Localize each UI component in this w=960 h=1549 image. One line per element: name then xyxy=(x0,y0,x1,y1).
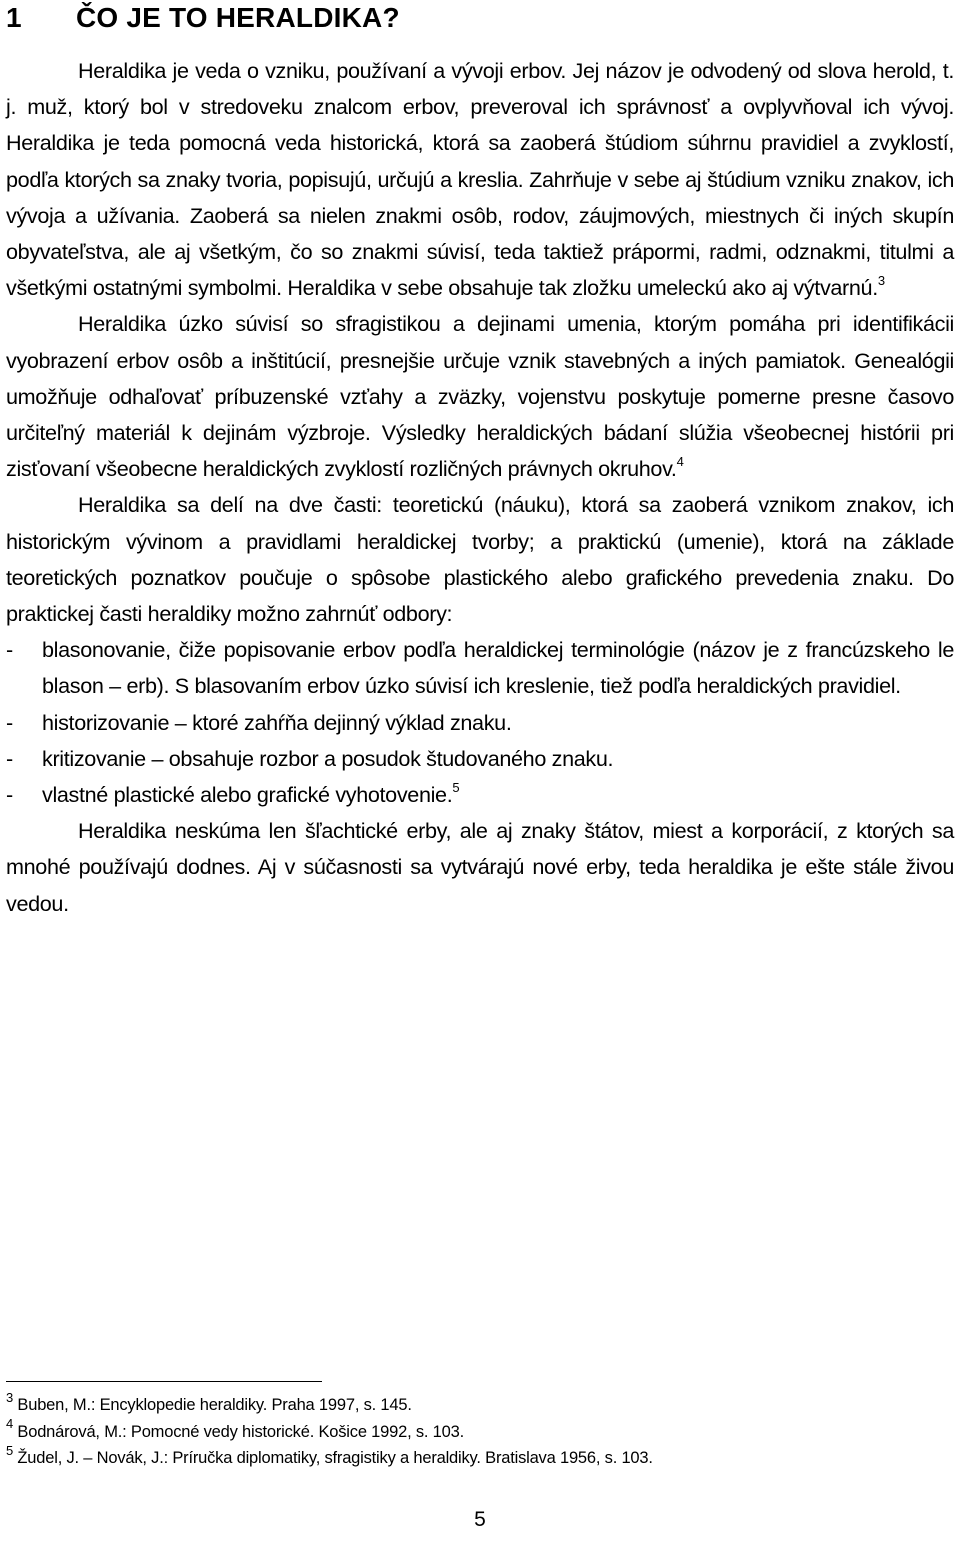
list-dash: - xyxy=(6,782,13,808)
footnote xyxy=(6,1416,954,1446)
list-item xyxy=(6,632,954,704)
list-item-text: vlastné plastické alebo grafické vyhotovenie. xyxy=(42,782,453,808)
footnote-ref: 5 xyxy=(452,779,460,795)
paragraph-definition xyxy=(6,53,954,306)
list-item-text: historizovanie – ktoré zahŕňa dejinný výklad znaku. xyxy=(42,709,512,735)
paragraph-text: Heraldika je veda o vzniku, používaní a vývoji erbov. Jej názov je odvodený od slova herold, t. j. muž, ktorý bol v stredoveku znalcom erbov, preveroval ich správnosť a ovplyvňoval ich vývoj. Heraldika je teda pomocná veda historická, ktorá sa zaoberá štúdiom súhrnu pravidiel a zvyklostí, podľa ktorých sa znaky tvoria, popisujú, určujú a kreslia. Zahrňuje v sebe aj štúdium vzniku znakov, ich vývoja a užívania. Zaoberá sa nielen znakmi osôb, rodov, záujmových, miestnych či iných skupín obyvateľstva, ale aj všetkým, čo so znakmi súvisí, teda taktiež prápormi, radmi, odznakmi, titulmi a všetkými ostatnými symbolmi. Heraldika v sebe obsahuje tak zložku umeleckú ako aj výtvarnú. xyxy=(6,58,954,301)
footnote-text: Bodnárová, M.: Pomocné vedy historické. Košice 1992, s. 103. xyxy=(13,1422,464,1441)
footnote xyxy=(6,1442,954,1472)
paragraph-closing xyxy=(6,813,954,922)
list-item-text: blasonovanie, čiže popisovanie erbov podľa heraldickej terminológie (názov je z francúzskeho le blason – erb). S blasovaním erbov úzko súvisí ich kreslenie, tiež podľa heraldických pravidiel. xyxy=(42,637,954,699)
body-text xyxy=(6,53,954,922)
paragraph-related-sciences xyxy=(6,306,954,487)
document-page xyxy=(6,0,956,1549)
fields-list xyxy=(6,632,954,813)
footnote-text: Žudel, J. – Novák, J.: Príručka diplomatiky, sfragistiky a heraldiky. Bratislava 1956, s. 103. xyxy=(13,1449,653,1467)
footnote xyxy=(6,1389,954,1419)
list-dash: - xyxy=(6,745,13,771)
list-dash: - xyxy=(6,709,13,735)
paragraph-division xyxy=(6,487,954,632)
footnote-text: Buben, M.: Encyklopedie heraldiky. Praha 1997, s. 145. xyxy=(13,1396,412,1414)
paragraph-text: Heraldika neskúma len šľachtické erby, ale aj znaky štátov, miest a korporácií, z ktorých sa mnohé používajú dodnes. Aj v súčasnosti sa vytvárajú nové erby, teda heraldika je ešte stále živou vedou. xyxy=(6,818,954,916)
footnotes xyxy=(6,1389,954,1472)
chapter-heading xyxy=(6,2,400,34)
list-dash: - xyxy=(6,637,13,663)
paragraph-text: Heraldika úzko súvisí so sfragistikou a dejinami umenia, ktorým pomáha pri identifikácii vyobrazení erbov osôb a inštitúcií, presnejšie určuje vznik stavebných a iných pamiatok. Genealógii umožňuje odhaľovať príbuzenské vzťahy a zväzky, vojenstvu poskytuje pomerne presne časovo určiteľný materiál k dejinám výzbroje. Výsledky heraldických bádaní slúžia všeobecnej histórii pri zisťovaní všeobecne heraldických zvyklostí rozličných právnych okruhov. xyxy=(6,311,954,482)
footnote-ref: 4 xyxy=(676,454,684,470)
chapter-number: 1 xyxy=(6,2,22,33)
list-item xyxy=(6,705,954,741)
footnote-mark: 3 xyxy=(6,1389,14,1405)
list-item-text: kritizovanie – obsahuje rozbor a posudok študovaného znaku. xyxy=(42,745,614,771)
list-item xyxy=(6,777,954,813)
footnote-mark: 4 xyxy=(6,1416,14,1431)
footnote-separator xyxy=(6,1381,322,1382)
footnote-mark: 5 xyxy=(6,1442,14,1458)
page-number: 5 xyxy=(474,1508,486,1531)
paragraph-text: Heraldika sa delí na dve časti: teoretickú (náuku), ktorá sa zaoberá vznikom znakov, ich historickým vývinom a pravidlami heraldickej tvorby; a praktickú (umenie), ktorá na základe teoretických poznatkov poučuje o spôsobe plastického alebo grafického prevedenia znaku. Do praktickej časti heraldiky možno zahrnúť odbory: xyxy=(6,492,954,627)
footnote-ref: 3 xyxy=(877,273,885,289)
chapter-title: ČO JE TO HERALDIKA? xyxy=(76,2,400,33)
list-item xyxy=(6,741,954,777)
